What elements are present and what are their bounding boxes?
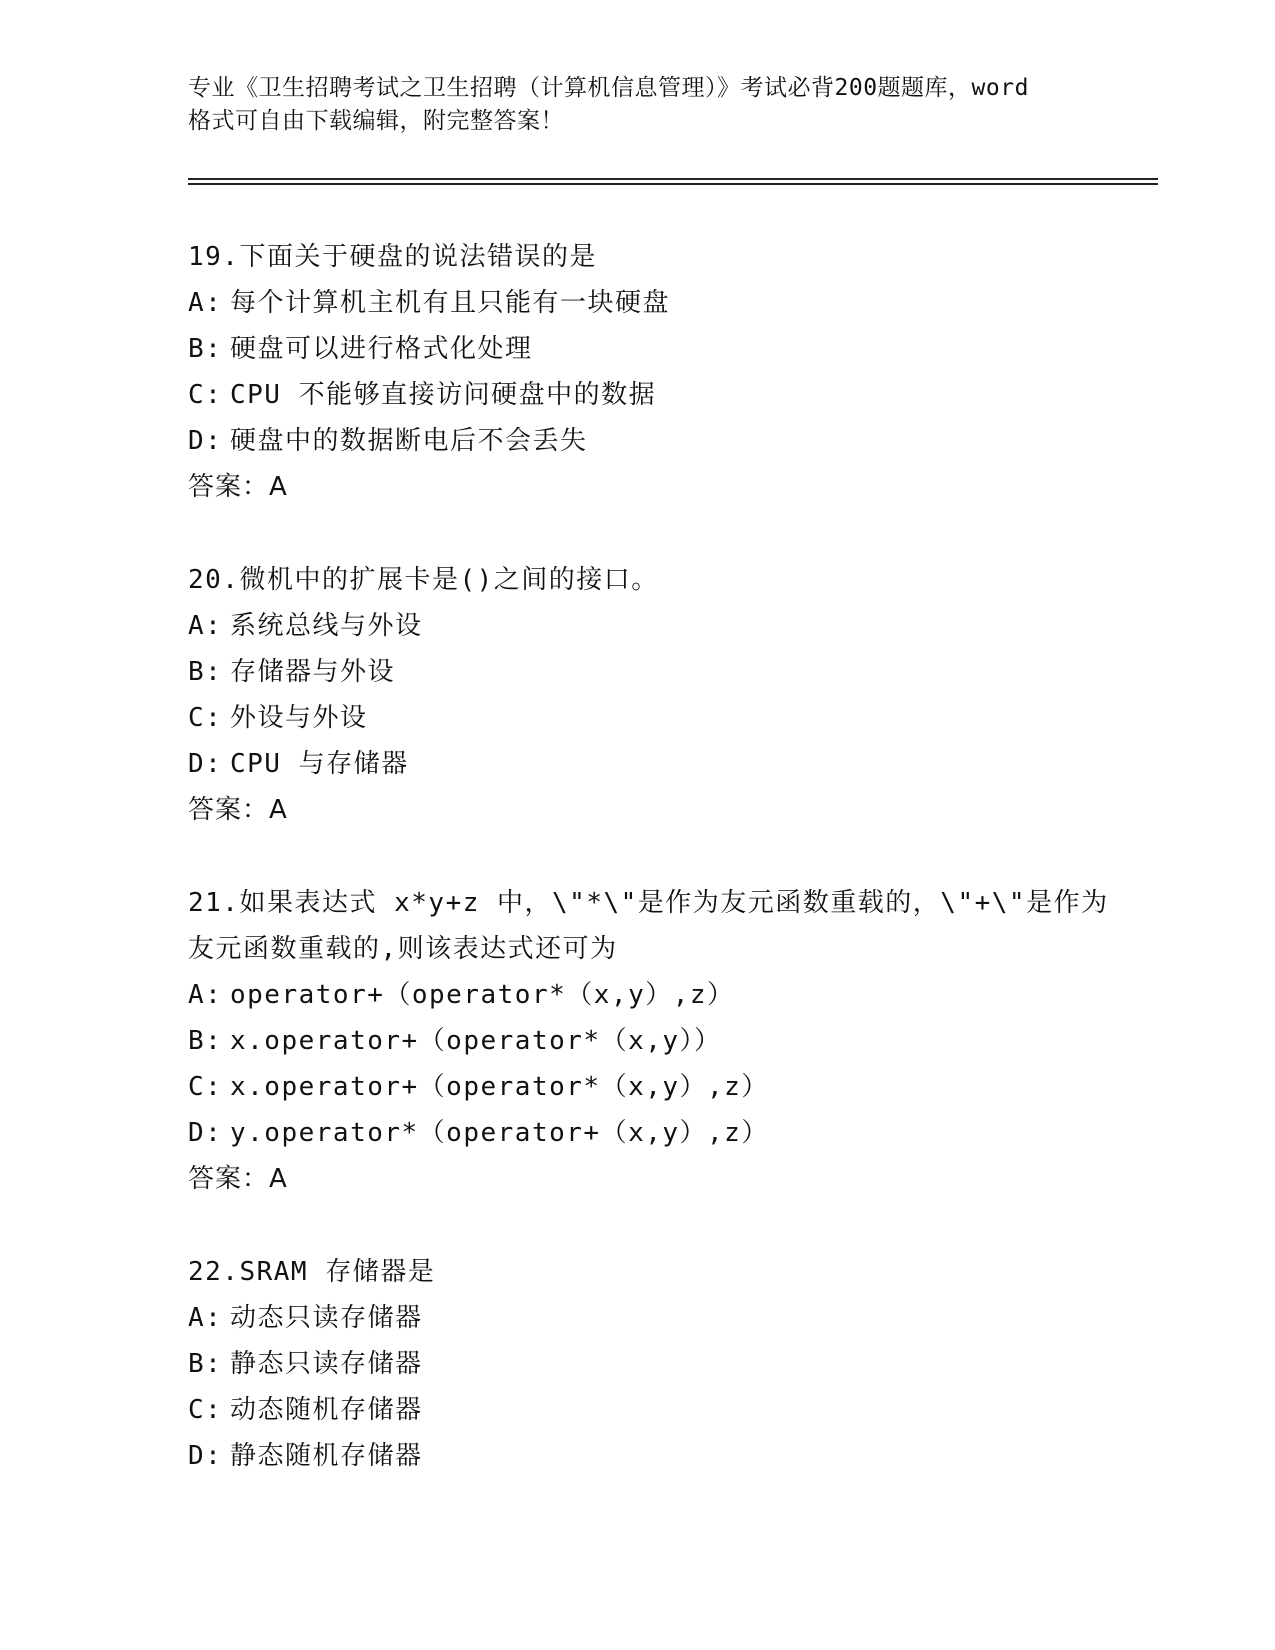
question-stem: 20.微机中的扩展卡是()之间的接口。 [188,565,659,595]
question-stem: 19.下面关于硬盘的说法错误的是 [188,242,597,272]
option-key: C: [188,1072,223,1102]
option-text: y.operator*（operator+（x,y）,z） [230,1118,769,1148]
question-21 [188,880,1148,1202]
option-text: 系统总线与外设 [230,611,423,641]
option-d [188,1433,1148,1479]
option-c [188,372,1148,418]
question-stem-line-1: 21.如果表达式 x*y+z 中，\"*\"是作为友元函数重载的，\"+\"是作为 [188,888,1109,918]
question-19 [188,234,1148,510]
document-header [188,72,1088,138]
question-stem-line-2: 友元函数重载的,则该表达式还可为 [188,934,618,964]
option-text: 硬盘中的数据断电后不会丢失 [230,426,588,456]
question-stem: 22.SRAM 存储器是 [188,1257,436,1287]
option-a [188,972,1148,1018]
option-key: B: [188,1349,223,1379]
option-b [188,326,1148,372]
option-key: A: [188,980,223,1010]
option-b [188,1341,1148,1387]
option-c [188,1064,1148,1110]
option-a [188,280,1148,326]
option-key: C: [188,380,223,410]
option-key: B: [188,1026,223,1056]
option-key: A: [188,1303,223,1333]
option-a [188,603,1148,649]
option-b [188,649,1148,695]
option-c [188,1387,1148,1433]
option-b [188,1018,1148,1064]
option-text: 静态只读存储器 [230,1349,423,1379]
option-text: 存储器与外设 [230,657,396,687]
header-line-2: 格式可自由下载编辑，附完整答案！ [188,108,564,134]
option-text: 每个计算机主机有且只能有一块硬盘 [230,288,671,318]
answer-label: 答案：A [188,1164,288,1194]
option-text: 硬盘可以进行格式化处理 [230,334,533,364]
option-text: operator+（operator*（x,y）,z） [230,980,735,1010]
option-text: 动态随机存储器 [230,1395,423,1425]
option-key: B: [188,657,223,687]
option-text: CPU 不能够直接访问硬盘中的数据 [230,380,657,410]
option-key: D: [188,1118,223,1148]
answer-label: 答案：A [188,795,288,825]
option-d [188,418,1148,464]
header-line-1: 专业《卫生招聘考试之卫生招聘（计算机信息管理）》考试必背200题题库，word [188,75,1029,101]
option-key: A: [188,288,223,318]
option-text: x.operator+（operator*（x,y）,z） [230,1072,769,1102]
question-20 [188,557,1148,833]
option-key: A: [188,611,223,641]
option-a [188,1295,1148,1341]
option-key: C: [188,1395,223,1425]
option-text: x.operator+（operator*（x,y）） [230,1026,722,1056]
option-key: D: [188,1441,223,1471]
option-text: 动态只读存储器 [230,1303,423,1333]
option-key: C: [188,703,223,733]
header-divider-top [188,178,1158,180]
option-key: B: [188,334,223,364]
question-list [188,234,1148,1526]
option-c [188,695,1148,741]
option-key: D: [188,749,223,779]
option-text: 外设与外设 [230,703,368,733]
option-d [188,1110,1148,1156]
question-22 [188,1249,1148,1479]
answer-label: 答案：A [188,472,288,502]
option-d [188,741,1148,787]
option-text: 静态随机存储器 [230,1441,423,1471]
option-key: D: [188,426,223,456]
header-divider-bottom [188,183,1158,185]
option-text: CPU 与存储器 [230,749,409,779]
